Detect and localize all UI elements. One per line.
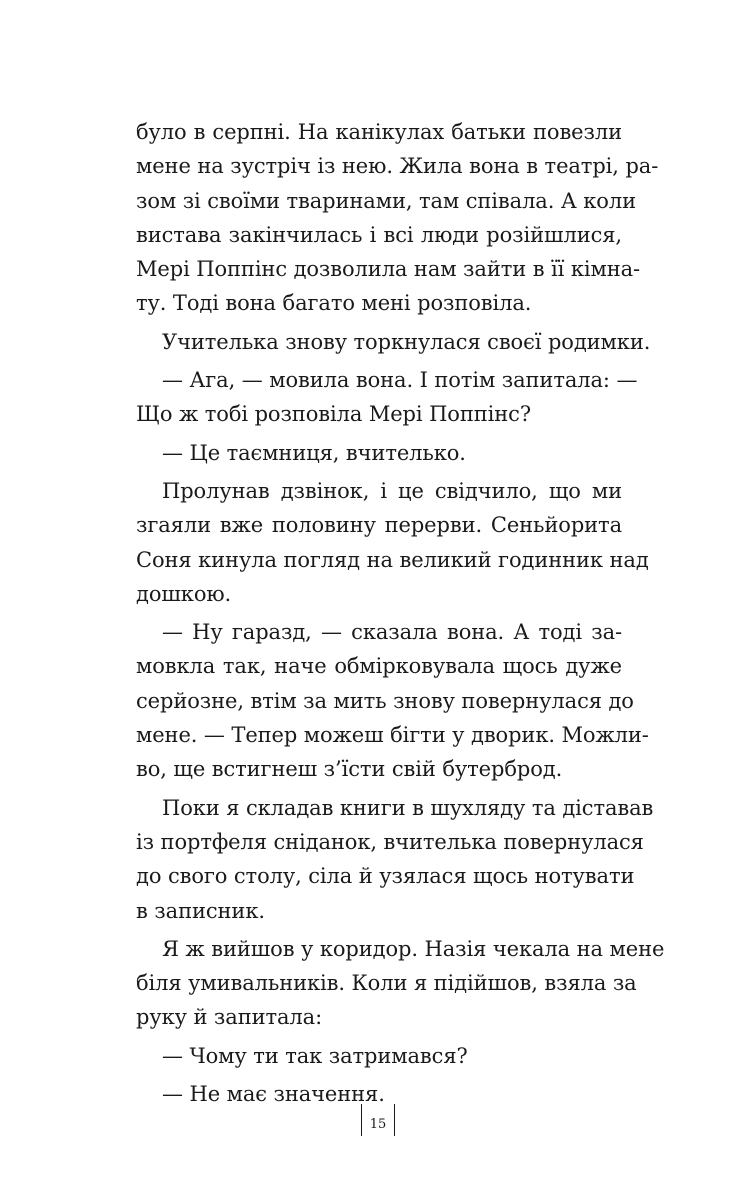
text-line: Я ж вийшов у коридор. Назія чекала на мене [162, 936, 665, 961]
text-line: зом зі своїми тваринами, там співала. А коли [136, 188, 636, 213]
text-line: руку й запитала: [136, 1005, 323, 1030]
text-line: мене. — Тепер можеш бігти у дворик. Можли- [136, 723, 649, 748]
text-line: мене на зустріч із нею. Жила вона в театрі, ра- [136, 154, 659, 179]
text-line: із портфеля сніданок, вчителька повернулася [136, 829, 644, 854]
text-line: згаяли вже половину перерви. Сеньйорита [136, 513, 622, 538]
text-line: — Чому ти так затримався? [162, 1043, 468, 1068]
text-line: до свого столу, сіла й узялася щось нотувати [136, 864, 635, 889]
text-line: Мері Поппінс дозволила нам зайти в її кімна- [136, 257, 641, 282]
text-line: біля умивальників. Коли я підійшов, взяла за [136, 971, 637, 996]
text-line: Що ж тобі розповіла Мері Поппінс? [136, 402, 531, 427]
page-text [136, 115, 665, 1111]
page-number-frame [361, 1104, 395, 1136]
text-line: — Ага, — мовила вона. І потім запитала: — [162, 368, 638, 393]
text-line: Поки я складав книги в шухляду та діставав [162, 795, 654, 820]
text-line: Пролунав дзвінок, і це свідчило, що ми [162, 478, 622, 503]
text-line: — Це таємниця, вчителько. [162, 440, 466, 465]
text-line: серйозне, втім за мить знову повернулася до [136, 688, 634, 713]
text-line: — Не має значення. [162, 1082, 385, 1107]
text-line: во, ще встигнеш з’їсти свій бутерброд. [136, 757, 563, 782]
text-line: дошкою. [136, 581, 232, 606]
text-line: було в серпні. На канікулах батьки повезли [136, 120, 622, 144]
text-line: Учителька знову торкнулася своєї родимки. [162, 329, 651, 354]
page-number: 15 [369, 1117, 387, 1132]
text-line: — Ну гаразд, — сказала вона. А тоді за- [162, 620, 622, 645]
text-line: вистава закінчилась і всі люди розійшлися, [136, 222, 622, 247]
text-line: мовкла так, наче обмірковувала щось дуже [136, 654, 622, 679]
text-line: в записник. [136, 898, 265, 923]
text-line: Соня кинула погляд на великий годинник над [136, 547, 649, 572]
text-line: ту. Тоді вона багато мені розповіла. [136, 291, 532, 316]
